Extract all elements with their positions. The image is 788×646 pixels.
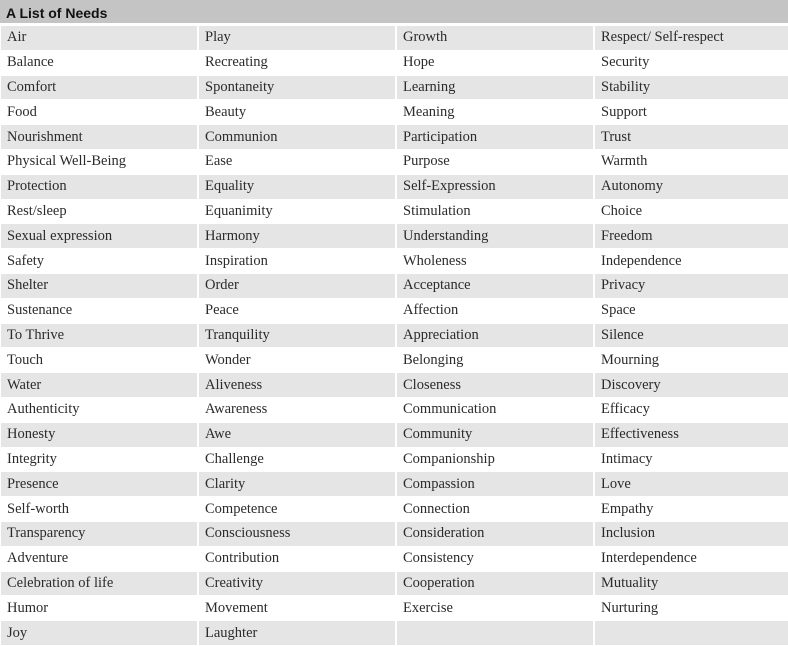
need-cell: Wonder [199,348,395,372]
need-cell: Integrity [1,448,197,472]
table-row [1,274,788,298]
table-row [1,150,788,174]
need-cell: Celebration of life [1,572,197,596]
need-cell: Food [1,100,197,124]
need-cell: Movement [199,596,395,620]
need-cell: Choice [595,200,788,224]
need-cell: Space [595,299,788,323]
need-cell: Consideration [397,522,593,546]
table-row [1,175,788,199]
need-cell: To Thrive [1,324,197,348]
need-cell: Beauty [199,100,395,124]
need-cell: Participation [397,125,593,149]
table-row [1,26,788,50]
need-cell: Water [1,373,197,397]
need-cell: Comfort [1,76,197,100]
need-cell: Ease [199,150,395,174]
need-cell: Balance [1,51,197,75]
table-row [1,448,788,472]
table-row [1,324,788,348]
need-cell: Meaning [397,100,593,124]
need-cell: Equality [199,175,395,199]
table-row [1,373,788,397]
need-cell: Humor [1,596,197,620]
needs-grid [0,25,788,646]
need-cell: Self-Expression [397,175,593,199]
table-row [1,348,788,372]
need-cell: Companionship [397,448,593,472]
need-cell: Trust [595,125,788,149]
table-row [1,547,788,571]
need-cell: Stability [595,76,788,100]
need-cell: Learning [397,76,593,100]
need-cell: Rest/sleep [1,200,197,224]
need-cell: Inclusion [595,522,788,546]
need-cell: Communion [199,125,395,149]
need-cell: Hope [397,51,593,75]
need-cell: Physical Well-Being [1,150,197,174]
need-cell: Competence [199,497,395,521]
need-cell: Consistency [397,547,593,571]
need-cell: Spontaneity [199,76,395,100]
need-cell: Communication [397,398,593,422]
need-cell: Exercise [397,596,593,620]
need-cell: Nurturing [595,596,788,620]
need-cell [595,621,788,645]
need-cell: Respect/ Self-respect [595,26,788,50]
need-cell: Consciousness [199,522,395,546]
need-cell: Recreating [199,51,395,75]
need-cell: Safety [1,249,197,273]
table-row [1,125,788,149]
need-cell: Transparency [1,522,197,546]
need-cell: Clarity [199,472,395,496]
need-cell: Challenge [199,448,395,472]
need-cell: Sexual expression [1,224,197,248]
need-cell: Mutuality [595,572,788,596]
need-cell: Mourning [595,348,788,372]
need-cell: Community [397,423,593,447]
need-cell: Effectiveness [595,423,788,447]
table-row [1,76,788,100]
table-row [1,100,788,124]
need-cell: Honesty [1,423,197,447]
need-cell: Support [595,100,788,124]
table-row [1,572,788,596]
table-title: A List of Needs [0,0,788,25]
need-cell: Joy [1,621,197,645]
need-cell: Stimulation [397,200,593,224]
need-cell: Air [1,26,197,50]
need-cell: Authenticity [1,398,197,422]
table-row [1,224,788,248]
need-cell: Independence [595,249,788,273]
need-cell: Warmth [595,150,788,174]
table-row [1,200,788,224]
need-cell: Privacy [595,274,788,298]
need-cell: Harmony [199,224,395,248]
need-cell: Discovery [595,373,788,397]
need-cell: Closeness [397,373,593,397]
need-cell: Connection [397,497,593,521]
need-cell: Purpose [397,150,593,174]
need-cell: Autonomy [595,175,788,199]
need-cell: Protection [1,175,197,199]
need-cell: Cooperation [397,572,593,596]
need-cell: Laughter [199,621,395,645]
need-cell: Self-worth [1,497,197,521]
need-cell: Growth [397,26,593,50]
need-cell: Inspiration [199,249,395,273]
table-row [1,472,788,496]
need-cell: Presence [1,472,197,496]
need-cell: Aliveness [199,373,395,397]
table-row [1,596,788,620]
need-cell: Silence [595,324,788,348]
need-cell: Contribution [199,547,395,571]
table-row [1,497,788,521]
need-cell: Freedom [595,224,788,248]
need-cell: Intimacy [595,448,788,472]
need-cell: Affection [397,299,593,323]
need-cell: Appreciation [397,324,593,348]
need-cell: Peace [199,299,395,323]
table-row [1,522,788,546]
table-row [1,621,788,645]
need-cell: Efficacy [595,398,788,422]
need-cell: Tranquility [199,324,395,348]
need-cell: Empathy [595,497,788,521]
table-row [1,249,788,273]
need-cell: Touch [1,348,197,372]
need-cell: Nourishment [1,125,197,149]
need-cell: Interdependence [595,547,788,571]
table-row [1,51,788,75]
need-cell: Awe [199,423,395,447]
need-cell: Acceptance [397,274,593,298]
need-cell: Security [595,51,788,75]
need-cell: Play [199,26,395,50]
table-row [1,423,788,447]
need-cell: Shelter [1,274,197,298]
table-row [1,398,788,422]
need-cell: Wholeness [397,249,593,273]
need-cell [397,621,593,645]
need-cell: Awareness [199,398,395,422]
need-cell: Understanding [397,224,593,248]
need-cell: Belonging [397,348,593,372]
need-cell: Creativity [199,572,395,596]
need-cell: Order [199,274,395,298]
need-cell: Equanimity [199,200,395,224]
need-cell: Love [595,472,788,496]
need-cell: Sustenance [1,299,197,323]
table-row [1,299,788,323]
need-cell: Adventure [1,547,197,571]
need-cell: Compassion [397,472,593,496]
